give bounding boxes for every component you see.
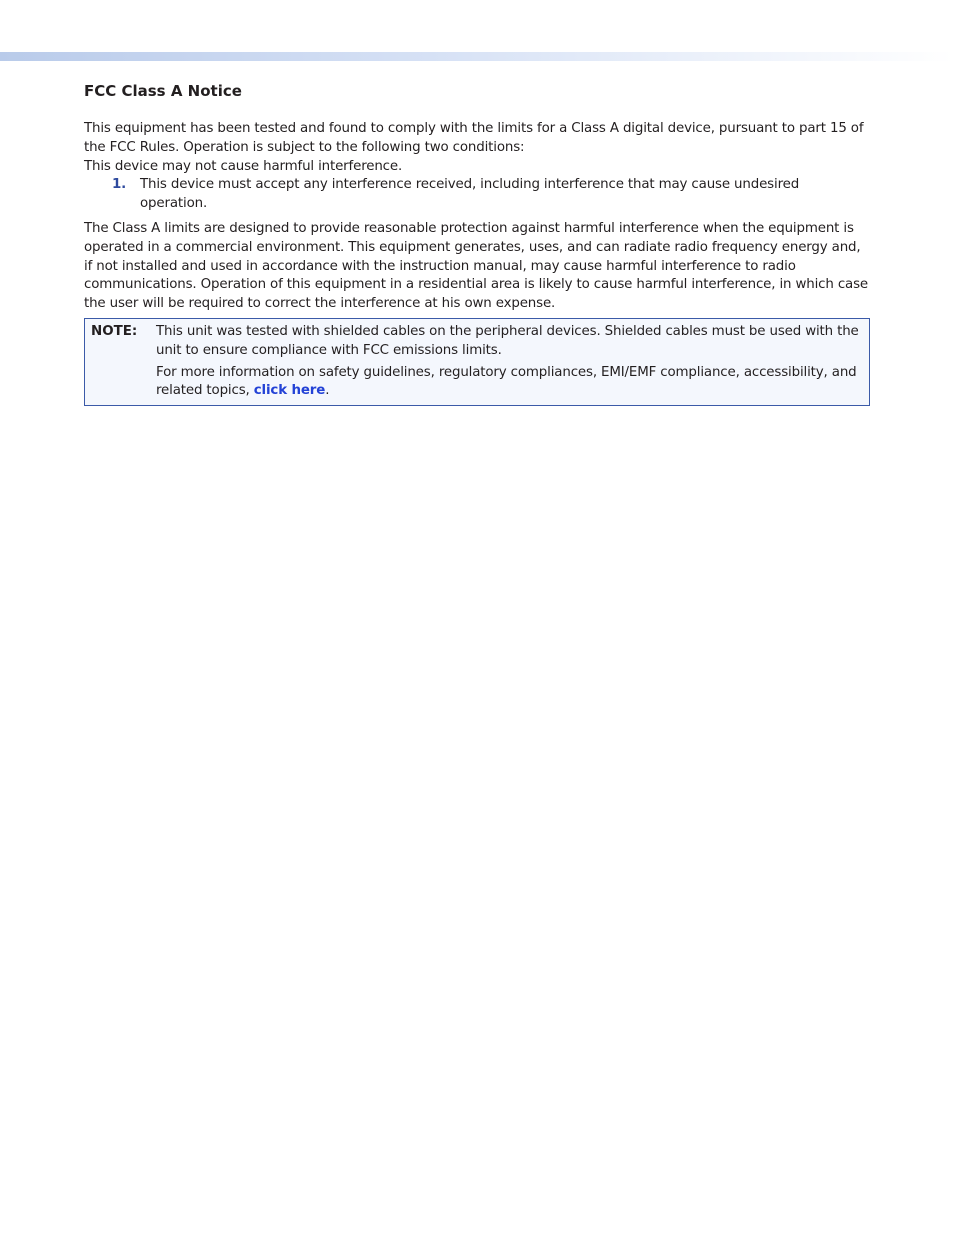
note-more-info-text: For more information on safety guidelines, regulatory compliances, EMI/EMF compliance, accessibility, and related topics, (156, 364, 857, 399)
note-box (84, 318, 870, 406)
header-gradient-bar (0, 52, 954, 61)
limits-paragraph: The Class A limits are designed to provide reasonable protection against harmful interference when the equipment is operated in a commercial environment. This equipment generates, uses, and can radiate radio frequency energy and, if not installed and used in accordance with the instruction manual, may cause harmful interference to radio communications. Operation of this equipment in a residential area is likely to cause harmful interference, in which case the user will be required to correct the interference at his own expense. (84, 220, 869, 312)
list-text: This device must accept any interference received, including interference that may cause undesired operation. (140, 177, 800, 212)
condition-one: This device may not cause harmful interference. (84, 158, 403, 174)
note-period: . (325, 383, 330, 399)
list-number: 1. (112, 177, 127, 193)
click-here-link[interactable]: click here (253, 383, 326, 399)
note-paragraph-shielded-cables: This unit was tested with shielded cables on the peripheral devices. Shielded cables must be used with the unit to ensure compliance with FCC emissions limits. (156, 323, 859, 358)
section-heading: FCC Class A Notice (84, 82, 242, 100)
conditions-list (84, 176, 870, 214)
note-paragraph-more-info (156, 364, 859, 402)
note-body (156, 323, 859, 404)
note-label: NOTE: (91, 323, 138, 339)
list-item (84, 176, 870, 214)
document-body (84, 80, 870, 406)
intro-paragraph: This equipment has been tested and found to comply with the limits for a Class A digital device, pursuant to part 15 of the FCC Rules. Operation is subject to the following two conditions: (84, 121, 864, 155)
